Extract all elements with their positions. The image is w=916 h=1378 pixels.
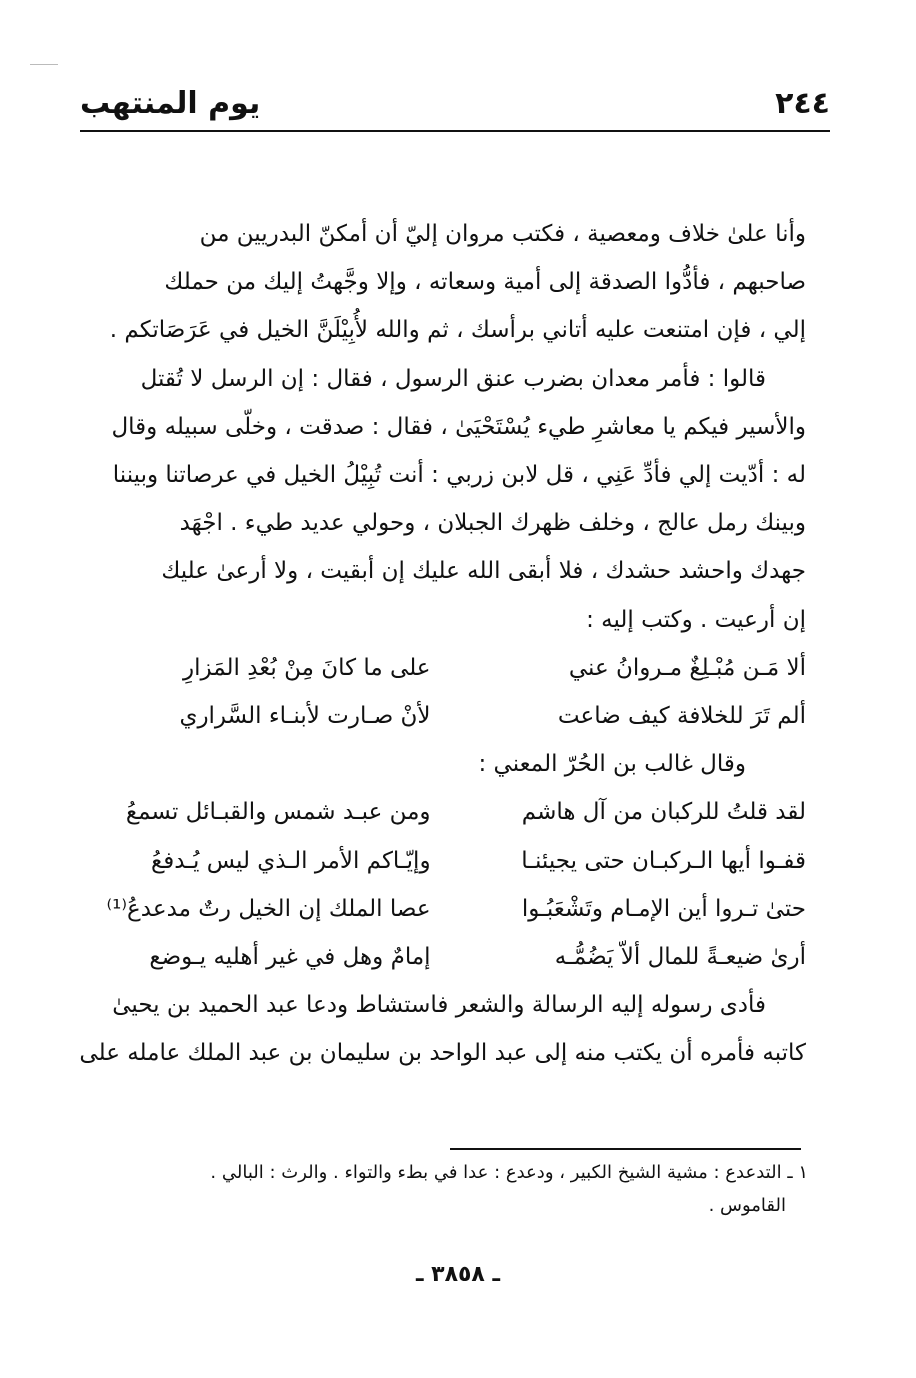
verse-first-hemistich: حتىٰ تـروا أين الإمـام وتَشْعَبُـوا (521, 895, 806, 922)
poem-1 (84, 644, 806, 740)
verse-second-hemistich: ومن عبـد شمس والقبـائل تسمعُ (125, 799, 431, 826)
text-line: صاحبهم ، فأدُّوا الصدقة إلى أمية وسعاته ، وإلا وجَّهتُ إليك من حملك (164, 269, 806, 296)
page-number: ٢٤٤ (775, 86, 830, 121)
footnote-line: ١ ـ التدعدع : مشية الشيخ الكبير ، ودعدع : عدا في بطء والتواء . والرث : البالي . (210, 1162, 808, 1183)
footnote-rule (450, 1148, 801, 1150)
verse (84, 837, 806, 885)
footnote-line: القاموس . (708, 1195, 786, 1216)
verse-first-hemistich: قفـوا أيها الـركبـان حتى يجيئنـا (521, 847, 806, 874)
verse-first-hemistich: أرىٰ ضيعـةً للمال ألاّ يَضُمُّـه (554, 944, 806, 971)
verse-first-hemistich: لقد قلتُ للركبان من آل هاشم (521, 799, 806, 826)
paragraph-1 (84, 210, 806, 355)
verse-first-hemistich: ألا مَـن مُبْـلِغٌ مـروانُ عني (568, 654, 806, 681)
verse (84, 885, 806, 933)
text-line: وبينك رمل عالج ، وخلف ظهرك الجبلان ، وحولي عديد طيء . اجْهَد (179, 510, 806, 537)
chapter-title: يوم المنتهب (80, 86, 261, 121)
verse-second-hemistich: وإيّـاكم الأمر الـذي ليس يُـدفعُ (150, 847, 431, 874)
verse-second-hemistich: عصا الملك إن الخيل رتٌ مدعدعُ⁽¹⁾ (106, 895, 431, 922)
text-line: إلي ، فإن امتنعت عليه أتاني برأسك ، ثم والله لأُبِيْلَنَّ الخيل في عَرَصَاتكم . (109, 317, 806, 344)
text-line: والأسير فيكم يا معاشرِ طيء يُسْتَحْيَىٰ ، فقال : صدقت ، وخلّى سبيله وقال (111, 413, 806, 440)
verse-second-hemistich: إمامٌ وهل في غير أهليه يـوضع (149, 944, 431, 971)
footnote (80, 1156, 808, 1222)
verse (84, 692, 806, 740)
verse (84, 644, 806, 692)
text-line: قالوا : فأمر معدان بضرب عنق الرسول ، فقال : إن الرسل لا تُقتل (140, 365, 766, 392)
poem-2 (84, 788, 806, 981)
verse-second-hemistich: لأنْ صـارت لأبنـاء السَّراري (179, 703, 431, 730)
text-line: كاتبه فأمره أن يكتب منه إلى عبد الواحد بن سليمان بن عبد الملك عامله على (79, 1040, 806, 1067)
text-line: وأنا علىٰ خلاف ومعصية ، فكتب مروان إليّ أن أمكنّ البدريين من (199, 221, 806, 247)
verse-second-hemistich: على ما كانَ مِنْ بُعْدِ المَزارِ (183, 654, 431, 681)
text-line: إن أرعيت . وكتب إليه : (586, 606, 806, 633)
page-footer-number: ـ ٣٨٥٨ ـ (415, 1262, 501, 1287)
scan-mark (30, 64, 58, 65)
header-rule (80, 130, 830, 132)
paragraph-2 (84, 355, 806, 644)
verse (84, 933, 806, 981)
text-line: فأدى رسوله إليه الرسالة والشعر فاستشاط ودعا عبد الحميد بن يحيىٰ (112, 992, 766, 1019)
main-text (79, 210, 806, 1078)
poem-intro: وقال غالب بن الحُرّ المعني : (478, 751, 746, 778)
text-line: له : أدّيت إلي فأدِّ عَنِي ، قل لابن زربي : أنت تُبِيْلُ الخيل في عرصاتنا وبيننا (112, 462, 806, 489)
verse-first-hemistich: ألم تَرَ للخلافة كيف ضاعت (557, 703, 806, 730)
paragraph-3 (79, 981, 806, 1077)
text-line: جهدك واحشد حشدك ، فلا أبقى الله عليك إن أبقيت ، ولا أرعىٰ عليك (161, 558, 806, 585)
verse (84, 788, 806, 836)
page-header (80, 84, 830, 124)
